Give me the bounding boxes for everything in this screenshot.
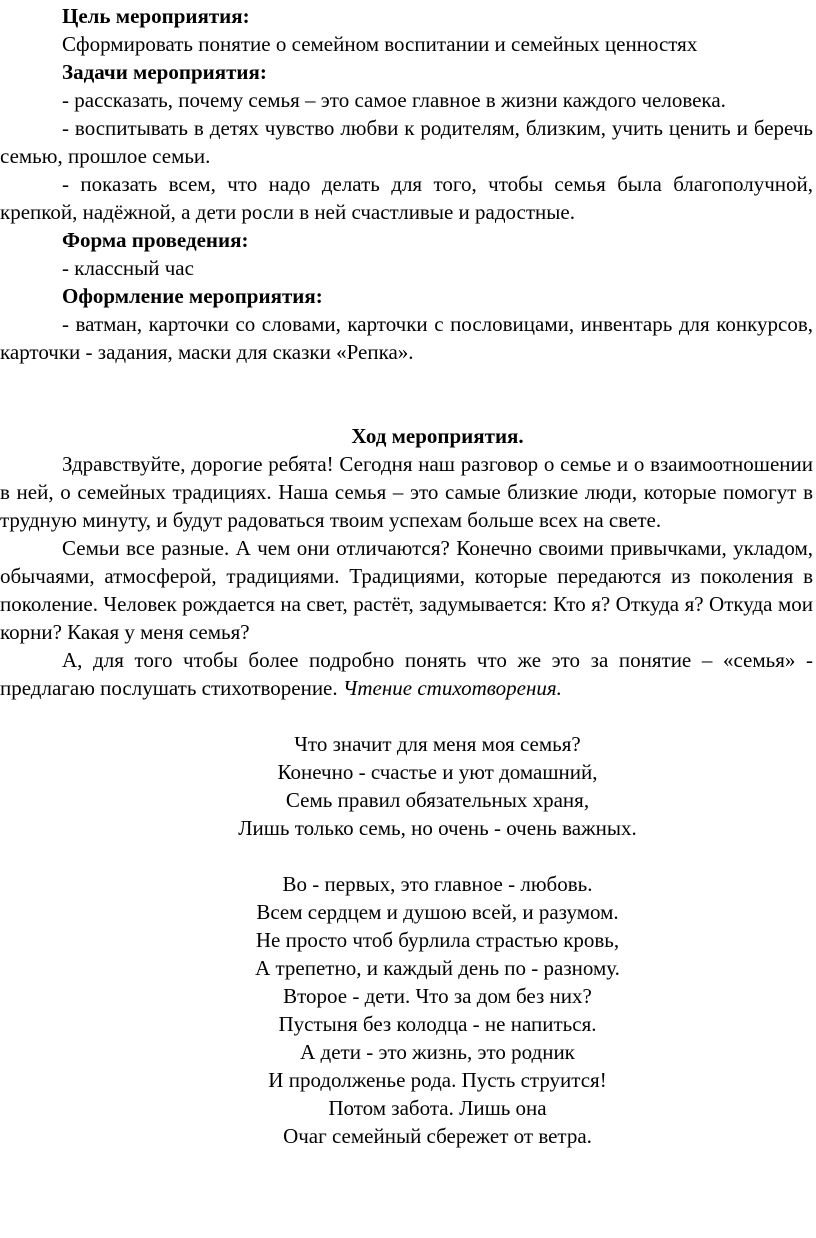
poem-stanza-2 [0,870,813,1150]
poem-line: И продолженье рода. Пусть струится! [268,1068,607,1092]
course-paragraph-3-text: А, для того чтобы более подробно понять что же это за понятие – «семья» - предлагаю послушать стихотворение. [0,648,813,700]
poem-line: А дети - это жизнь, это родник [300,1040,575,1064]
course-paragraph-3 [0,646,813,702]
reading-note: Чтение стихотворения. [342,676,562,700]
document-content [0,2,813,1150]
poem-line: Второе - дети. Что за дом без них? [283,984,592,1008]
poem-line: А трепетно, и каждый день по - разному. [255,956,620,980]
form-heading: Форма проведения: [62,228,249,252]
task-item-1: - рассказать, почему семья – это самое главное в жизни каждого человека. [62,88,726,112]
course-paragraph-1: Здравствуйте, дорогие ребята! Сегодня наш разговор о семье и о взаимоотношении в ней, о семейных традициях. Наша семья – это самые близкие люди, которые помогут в трудную минуту, и будут радоваться твоим успехам больше всех на свете. [0,452,813,532]
poem-stanza-1 [0,730,813,842]
design-text: - ватман, карточки со словами, карточки с пословицами, инвентарь для конкурсов, карточки - задания, маски для сказки «Репка». [0,312,813,364]
goal-heading: Цель мероприятия: [62,4,250,28]
tasks-heading: Задачи мероприятия: [62,60,267,84]
poem-line: Пустыня без колодца - не напиться. [278,1012,597,1036]
form-text: - классный час [62,256,194,280]
poem-line: Потом забота. Лишь она [328,1096,547,1120]
poem-line: Что значит для меня моя семья? [294,732,581,756]
poem-line: Не просто чтоб бурлила страстью кровь, [255,928,620,952]
course-title: Ход мероприятия. [351,424,524,448]
poem-line: Лишь только семь, но очень - очень важных. [238,816,637,840]
course-paragraph-2: Семьи все разные. А чем они отличаются? Конечно своими привычками, укладом, обычаями, атмосферой, традициями. Традициями, которые передаются из поколения в поколение. Человек рождается на свет, растёт, задумывается: Кто я? Откуда я? Откуда мои корни? Какая у меня семья? [0,536,813,644]
poem-line: Всем сердцем и душою всей, и разумом. [256,900,619,924]
poem-line: Конечно - счастье и уют домашний, [277,760,598,784]
poem-line: Очаг семейный сбережет от ветра. [283,1124,592,1148]
goal-text: Сформировать понятие о семейном воспитании и семейных ценностях [62,32,698,56]
task-item-3: - показать всем, что надо делать для того, чтобы семья была благополучной, крепкой, надёжной, а дети росли в ней счастливые и радостные. [0,172,813,224]
task-item-2: - воспитывать в детях чувство любви к родителям, близким, учить ценить и беречь семью, прошлое семьи. [0,116,813,168]
design-heading: Оформление мероприятия: [62,284,323,308]
poem-line: Семь правил обязательных храня, [285,788,590,812]
poem-line: Во - первых, это главное - любовь. [282,872,593,896]
